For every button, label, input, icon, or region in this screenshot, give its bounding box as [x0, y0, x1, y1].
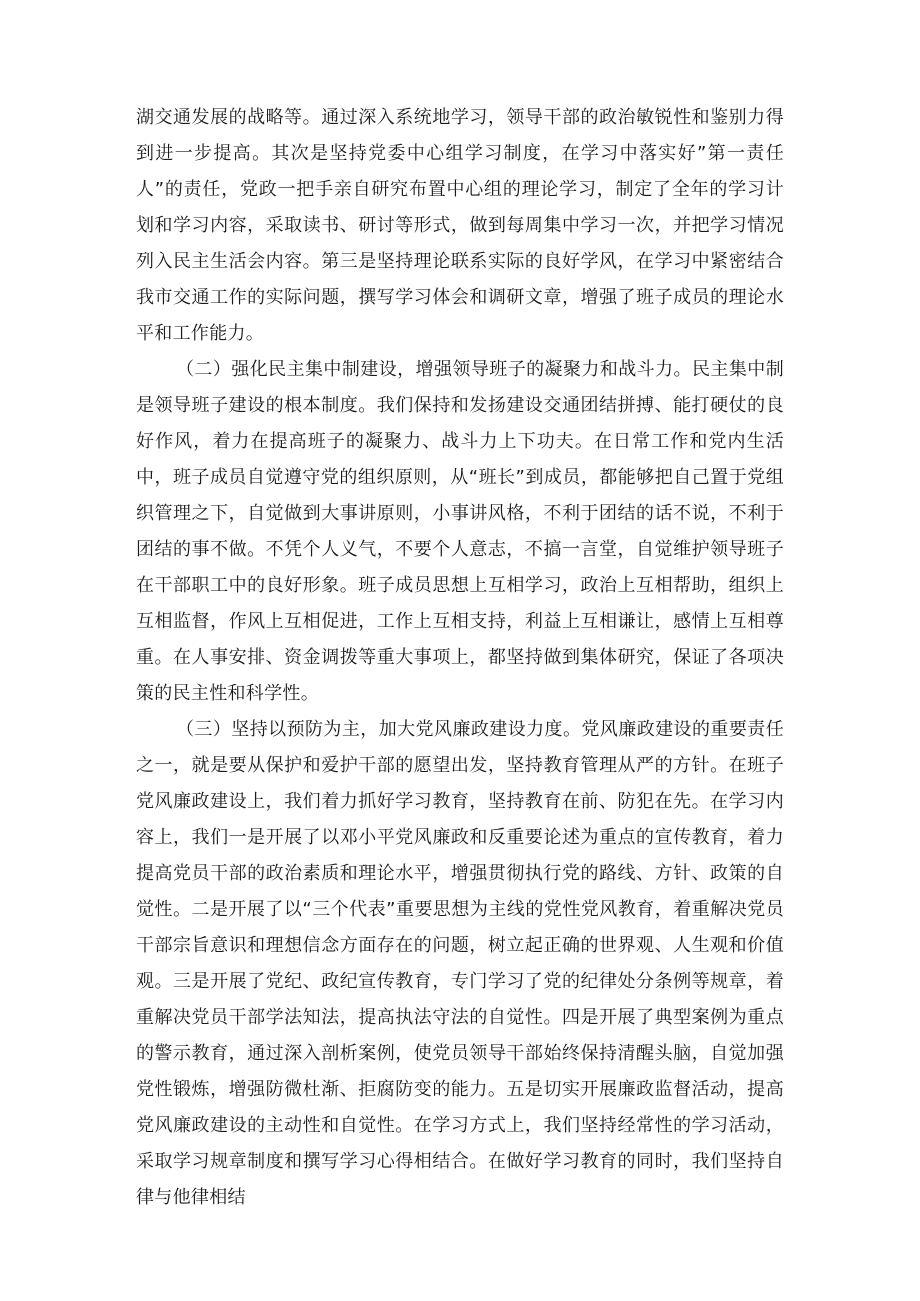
- paragraph-continuation: 湖交通发展的战略等。通过深入系统地学习，领导干部的政治敏锐性和鉴别力得到进一步提高。其次是坚持党委中心组学习制度，在学习中落实好”第一责任人”的责任，党政一把手亲自研究布置中心组的理论学习，制定了全年的学习计划和学习内容，采取读书、研讨等形式，做到每周集中学习一次，并把学习情况列入民主生活会内容。第三是坚持理论联系实际的良好学风，在学习中紧密结合我市交通工作的实际问题，撰写学习体会和调研文章，增强了班子成员的理论水平和工作能力。: [136, 107, 784, 344]
- paragraph-section-2: （二）强化民主集中制建设，增强领导班子的凝聚力和战斗力。民主集中制是领导班子建设的根本制度。我们保持和发扬建设交通团结拼搏、能打硬仗的良好作风，着力在提高班子的凝聚力、战斗力上下功夫。在日常工作和党内生活中，班子成员自觉遵守党的组织原则，从“班长”到成员，都能够把自己置于党组织管理之下，自觉做到大事讲原则，小事讲风格，不利于团结的话不说，不利于团结的事不做。不凭个人义气，不要个人意志，不搞一言堂，自觉维护领导班子在干部职工中的良好形象。班子成员思想上互相学习，政治上互相帮助，组织上互相监督，作风上互相促进，工作上互相支持，利益上互相谦让，感情上互相尊重。在人事安排、资金调拨等重大事项上，都坚持做到集体研究，保证了各项决策的民主性和科学性。: [136, 359, 784, 704]
- paragraph-section-3: （三）坚持以预防为主，加大党风廉政建设力度。党风廉政建设的重要责任之一，就是要从保护和爱护干部的愿望出发，坚持教育管理从严的方针。在班子党风廉政建设上，我们着力抓好学习教育，坚持教育在前、防犯在先。在学习内容上，我们一是开展了以邓小平党风廉政和反重要论述为重点的宣传教育，着力提高党员干部的政治素质和理论水平，增强贯彻执行党的路线、方针、政策的自觉性。二是开展了以“三个代表”重要思想为主线的党性党风教育，着重解决党员干部宗旨意识和理想信念方面存在的问题，树立起正确的世界观、人生观和价值观。三是开展了党纪、政纪宣传教育，专门学习了党的纪律处分条例等规章，着重解决党员干部学法知法，提高执法守法的自觉性。四是开展了典型案例为重点的警示教育，通过深入剖析案例，使党员领导干部始终保持清醒头脑，自觉加强党性锻炼，增强防微杜渐、拒腐防变的能力。五是切实开展廉政监督活动，提高党风廉政建设的主动性和自觉性。在学习方式上，我们坚持经常性的学习活动，采取学习规章制度和撰写学习心得相结合。在做好学习教育的同时，我们坚持自律与他律相结: [136, 719, 784, 1208]
- document-body: [136, 100, 784, 1216]
